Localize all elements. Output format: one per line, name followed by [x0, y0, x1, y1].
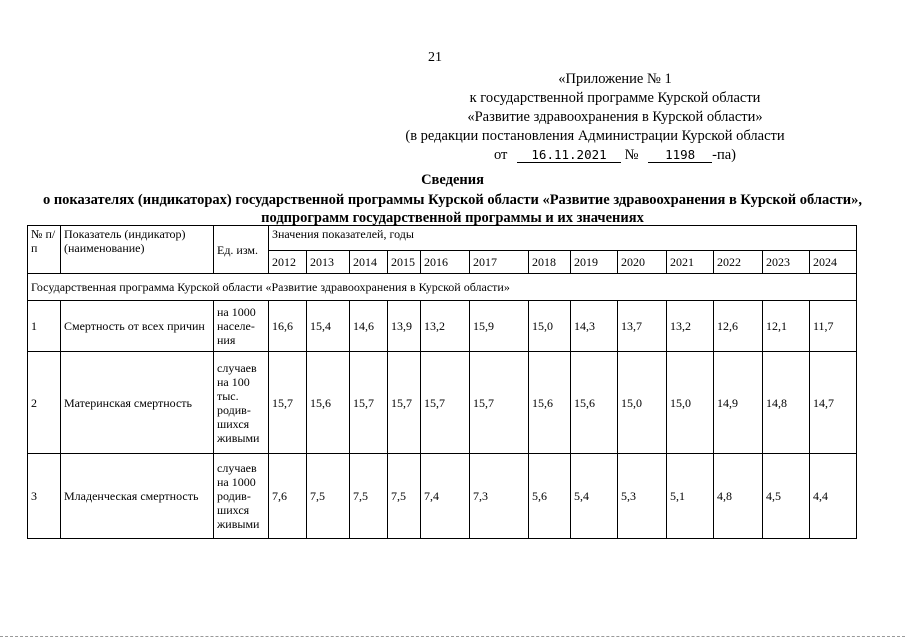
appendix-line-1: «Приложение № 1: [558, 71, 672, 87]
value-cell: 7,5: [388, 454, 421, 539]
value-cell: 15,4: [307, 301, 350, 352]
value-cell: 14,8: [763, 352, 810, 454]
document-title: Сведения: [421, 172, 484, 188]
page-bottom-rule: [0, 636, 905, 637]
value-cell: 15,0: [529, 301, 571, 352]
value-cell: 5,6: [529, 454, 571, 539]
document-subtitle: о показателях (индикаторах) государственной программы Курской области «Развитие здравоохранения в Курской области», подпрограмм государственной программы и их значениях: [42, 192, 863, 226]
value-cell: 4,5: [763, 454, 810, 539]
value-cell: 15,6: [571, 352, 618, 454]
row-unit: случаев на 100 тыс. родив-шихся живыми: [214, 352, 269, 454]
number-label: №: [624, 147, 639, 163]
value-cell: 15,7: [470, 352, 529, 454]
row-unit: на 1000 населе-ния: [214, 301, 269, 352]
table-row: [28, 454, 857, 539]
value-cell: 15,6: [307, 352, 350, 454]
section-title: Государственная программа Курской области «Развитие здравоохранения в Курской области»: [28, 274, 857, 301]
value-cell: 5,3: [618, 454, 667, 539]
value-cell: 13,2: [667, 301, 714, 352]
page-number: 21: [428, 50, 442, 65]
value-cell: 15,0: [667, 352, 714, 454]
row-num: 2: [28, 352, 61, 454]
appendix-date-line: [405, 146, 825, 165]
value-cell: 4,4: [810, 454, 857, 539]
row-name: Смертность от всех причин: [61, 301, 214, 352]
value-cell: 7,5: [307, 454, 350, 539]
resolution-date: 16.11.2021: [517, 147, 621, 163]
row-name: Младенческая смертность: [61, 454, 214, 539]
year-cell: 2022: [714, 251, 763, 274]
value-cell: 13,9: [388, 301, 421, 352]
value-cell: 4,8: [714, 454, 763, 539]
value-cell: 14,7: [810, 352, 857, 454]
year-cell: 2014: [350, 251, 388, 274]
year-cell: 2019: [571, 251, 618, 274]
row-num: 3: [28, 454, 61, 539]
value-cell: 14,9: [714, 352, 763, 454]
year-cell: 2016: [421, 251, 470, 274]
value-cell: 15,9: [470, 301, 529, 352]
value-cell: 12,6: [714, 301, 763, 352]
value-cell: 15,7: [421, 352, 470, 454]
header-values: Значения показателей, годы: [269, 226, 857, 251]
value-cell: 16,6: [269, 301, 307, 352]
header-num: № п/п: [28, 226, 61, 274]
value-cell: 14,3: [571, 301, 618, 352]
header-unit: Ед. изм.: [214, 226, 269, 274]
value-cell: 7,5: [350, 454, 388, 539]
year-cell: 2020: [618, 251, 667, 274]
year-cell: 2021: [667, 251, 714, 274]
table-row: [28, 352, 857, 454]
value-cell: 15,7: [269, 352, 307, 454]
year-cell: 2024: [810, 251, 857, 274]
value-cell: 15,7: [350, 352, 388, 454]
year-cell: 2017: [470, 251, 529, 274]
section-row: [28, 274, 857, 301]
row-num: 1: [28, 301, 61, 352]
value-cell: 11,7: [810, 301, 857, 352]
table-header-row: [28, 226, 857, 251]
year-cell: 2018: [529, 251, 571, 274]
row-name: Материнская смертность: [61, 352, 214, 454]
from-label: от: [494, 147, 508, 163]
value-cell: 12,1: [763, 301, 810, 352]
value-cell: 5,1: [667, 454, 714, 539]
value-cell: 7,6: [269, 454, 307, 539]
appendix-line-4: (в редакции постановления Администрации Курской области: [405, 128, 785, 144]
year-cell: 2015: [388, 251, 421, 274]
value-cell: 15,0: [618, 352, 667, 454]
value-cell: 15,6: [529, 352, 571, 454]
value-cell: 14,6: [350, 301, 388, 352]
appendix-line-2: к государственной программе Курской области: [469, 90, 761, 106]
appendix-block: [405, 70, 825, 165]
appendix-line-3: «Развитие здравоохранения в Курской области»: [467, 109, 763, 125]
year-cell: 2012: [269, 251, 307, 274]
value-cell: 15,7: [388, 352, 421, 454]
table-row: [28, 301, 857, 352]
value-cell: 13,2: [421, 301, 470, 352]
value-cell: 5,4: [571, 454, 618, 539]
value-cell: 13,7: [618, 301, 667, 352]
value-cell: 7,3: [470, 454, 529, 539]
indicators-table: [27, 225, 857, 539]
value-cell: 7,4: [421, 454, 470, 539]
header-name: Показатель (индикатор) (наименование): [61, 226, 214, 274]
number-suffix: -па): [712, 147, 736, 163]
year-cell: 2013: [307, 251, 350, 274]
row-unit: случаев на 1000 родив-шихся живыми: [214, 454, 269, 539]
year-cell: 2023: [763, 251, 810, 274]
resolution-number: 1198: [648, 147, 712, 163]
